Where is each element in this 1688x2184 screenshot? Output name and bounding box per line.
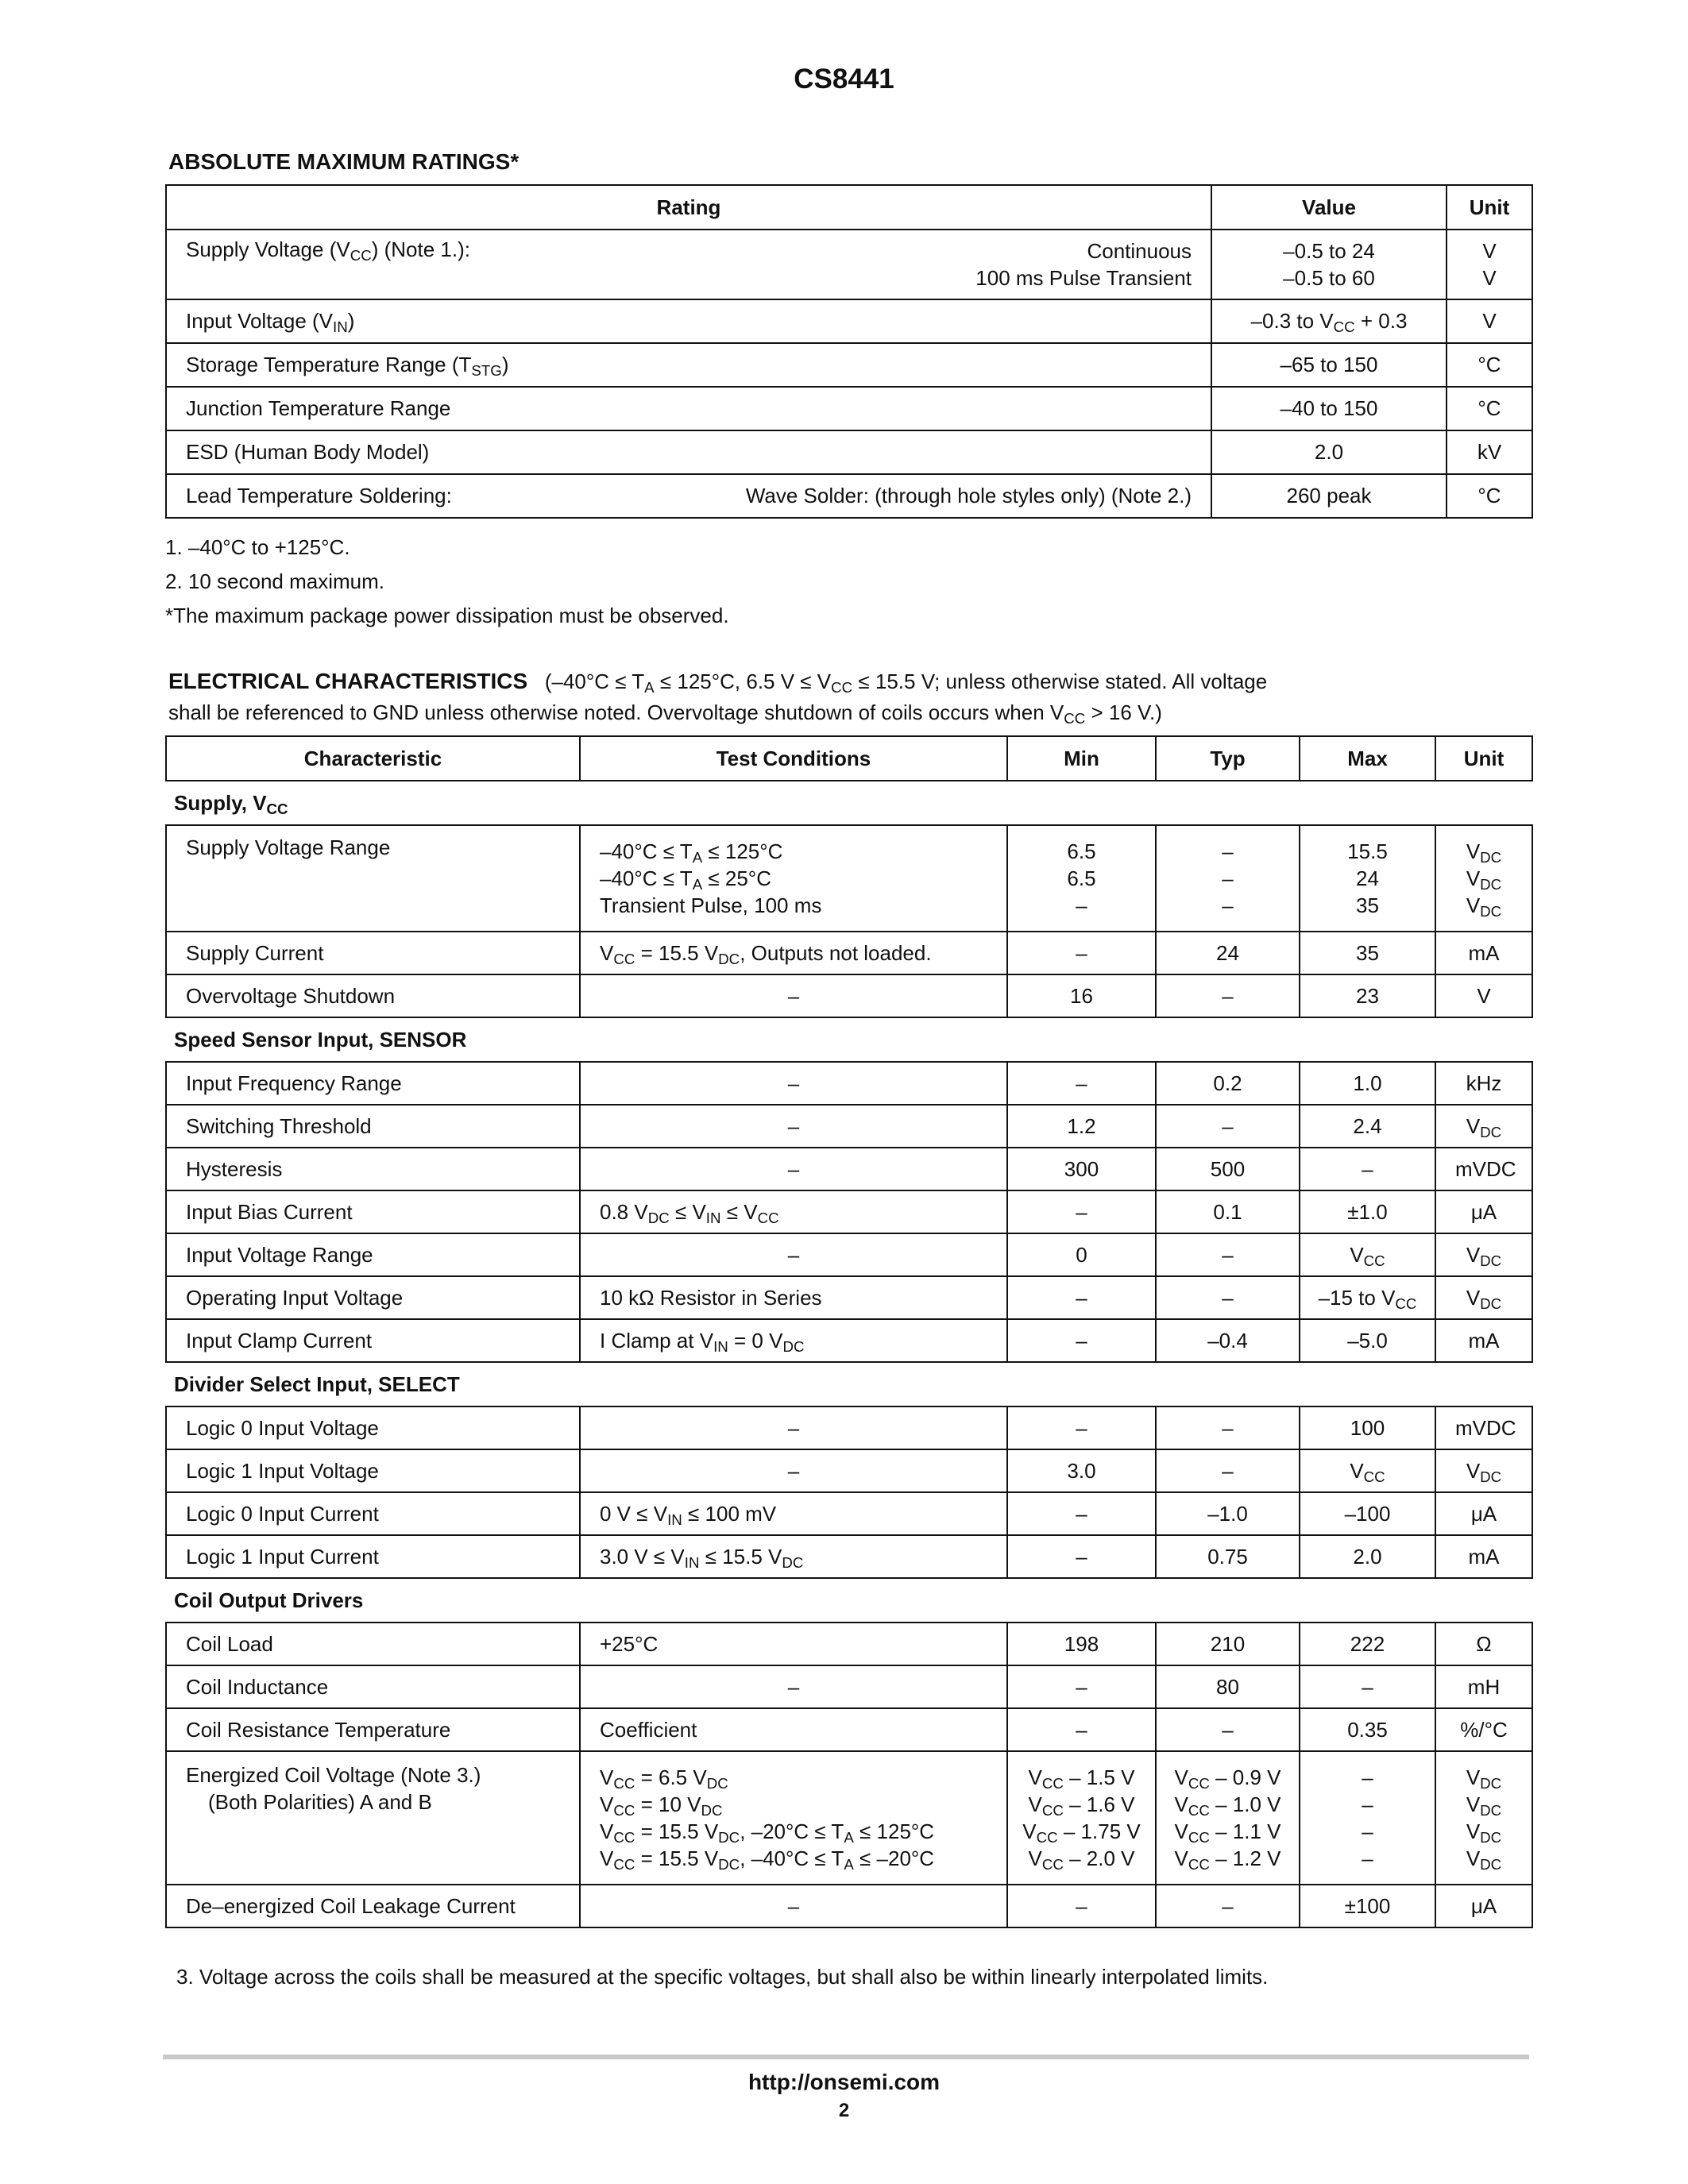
min-value: – xyxy=(1007,1406,1156,1449)
typ-value: 0.2 xyxy=(1156,1062,1300,1105)
table-row xyxy=(166,343,1532,387)
group-supply: Supply, $V_{CC}$ xyxy=(166,781,1532,825)
typ-value: – xyxy=(1156,1449,1300,1492)
col-min: Min xyxy=(1007,736,1156,781)
max-value: –15 to $V_{CC}$ xyxy=(1300,1276,1435,1319)
typ-value: – xyxy=(1156,974,1300,1017)
group-row xyxy=(166,1362,1532,1406)
cond-value: – xyxy=(580,974,1007,1017)
min-value: 3.0 xyxy=(1007,1449,1156,1492)
min-value: – xyxy=(1007,1708,1156,1751)
unit-value: $V_{DC}$ xyxy=(1466,839,1502,866)
min-value: 6.5 xyxy=(1067,839,1096,863)
min-value: 16 xyxy=(1007,974,1156,1017)
junction-label: Junction Temperature Range xyxy=(166,387,1211,430)
amr-table xyxy=(165,184,1533,519)
typ-value: – xyxy=(1222,866,1234,890)
group-row xyxy=(166,1017,1532,1062)
unit-value: $V_{DC}$ xyxy=(1435,1105,1532,1148)
unit-value: $V_{DC}$ xyxy=(1466,1819,1502,1846)
table-row xyxy=(166,387,1532,430)
table-row xyxy=(166,1062,1532,1105)
unit-value: mH xyxy=(1435,1665,1532,1708)
max-value: 222 xyxy=(1300,1623,1435,1665)
table-row xyxy=(166,1190,1532,1233)
page-title: CS8441 xyxy=(794,64,894,95)
typ-value: –0.4 xyxy=(1156,1319,1300,1362)
table-row xyxy=(166,932,1532,974)
max-value: – xyxy=(1362,1765,1373,1789)
char-name: De–energized Coil Leakage Current xyxy=(166,1885,580,1927)
table-row xyxy=(166,825,1532,932)
lead-unit: °C xyxy=(1447,474,1532,518)
char-name: Logic 0 Input Voltage xyxy=(166,1406,580,1449)
max-value: –100 xyxy=(1300,1492,1435,1535)
input-voltage-value: –0.3 to $V_{CC} + 0.3$ xyxy=(1211,299,1447,343)
max-value: – xyxy=(1362,1846,1373,1870)
max-value: $V_{CC}$ xyxy=(1300,1449,1435,1492)
table-row xyxy=(166,1623,1532,1665)
unit-value: μA xyxy=(1435,1190,1532,1233)
unit-value: %/°C xyxy=(1435,1708,1532,1751)
footer-rule xyxy=(163,2055,1529,2059)
char-name: Operating Input Voltage xyxy=(166,1276,580,1319)
ec-table xyxy=(165,735,1533,1928)
typ-value: – xyxy=(1156,1105,1300,1148)
unit-value: $V_{DC}$ xyxy=(1435,1276,1532,1319)
footer-url[interactable]: http://onsemi.com xyxy=(747,2070,941,2094)
table-row xyxy=(166,1665,1532,1708)
storage-unit: °C xyxy=(1447,343,1532,387)
cond-value: – xyxy=(580,1449,1007,1492)
cond-value: Coefficient xyxy=(580,1708,1007,1751)
col-max: Max xyxy=(1300,736,1435,781)
typ-value: $V_{CC} - 1.2$ V xyxy=(1174,1846,1281,1873)
char-name: Input Bias Current xyxy=(166,1190,580,1233)
cond-value: 3.0 $V \le V_{IN} \le 15.5$ $V_{DC}$ xyxy=(580,1535,1007,1578)
col-unit: Unit xyxy=(1447,185,1532,230)
max-value: 15.5 xyxy=(1347,839,1388,863)
table-row xyxy=(166,1105,1532,1148)
max-value: – xyxy=(1300,1665,1435,1708)
table-row xyxy=(166,1233,1532,1276)
unit-value: mA xyxy=(1435,932,1532,974)
typ-value: 24 xyxy=(1156,932,1300,974)
min-value: 1.2 xyxy=(1007,1105,1156,1148)
cond-value: $V_{CC} = 15.5$ $V_{DC}$, Outputs not loaded. xyxy=(580,932,1007,974)
max-value: 2.0 xyxy=(1300,1535,1435,1578)
supply-unit: V xyxy=(1482,266,1497,290)
supply-voltage-label: Supply Voltage $(V_{CC})$ (Note 1.): xyxy=(186,237,470,264)
ec-header-row xyxy=(166,736,1532,781)
col-unit: Unit xyxy=(1435,736,1532,781)
typ-value: $V_{CC} - 1.1$ V xyxy=(1174,1819,1281,1846)
unit-value: μA xyxy=(1435,1885,1532,1927)
col-test-conditions: Test Conditions xyxy=(580,736,1007,781)
cond-line: $V_{CC} = 6.5$ $V_{DC}$ xyxy=(600,1765,728,1792)
unit-value: $V_{DC}$ xyxy=(1435,1233,1532,1276)
lead-value: 260 peak xyxy=(1211,474,1447,518)
char-name: Overvoltage Shutdown xyxy=(166,974,580,1017)
unit-value: Ω xyxy=(1435,1623,1532,1665)
cond-line: $V_{CC} = 15.5$ $V_{DC}$, $-20^\circ C \le T_A \le 125^\circ C$ xyxy=(600,1819,935,1846)
cond-value: – xyxy=(580,1406,1007,1449)
typ-value: –1.0 xyxy=(1156,1492,1300,1535)
min-value: $V_{CC} - 1.5$ V xyxy=(1028,1765,1135,1792)
storage-label: Storage Temperature Range $(T_{STG})$ xyxy=(166,343,1211,387)
max-value: ±1.0 xyxy=(1300,1190,1435,1233)
typ-value: – xyxy=(1222,893,1234,917)
char-name: Supply Current xyxy=(166,932,580,974)
cond-line: $V_{CC} = 10$ $V_{DC}$ xyxy=(600,1792,723,1819)
table-row xyxy=(166,1449,1532,1492)
typ-value: 0.75 xyxy=(1156,1535,1300,1578)
typ-value: – xyxy=(1156,1233,1300,1276)
max-value: $V_{CC}$ xyxy=(1300,1233,1435,1276)
group-row xyxy=(166,781,1532,825)
char-name: Hysteresis xyxy=(166,1148,580,1190)
input-voltage-unit: V xyxy=(1447,299,1532,343)
supply-condition: 100 ms Pulse Transient xyxy=(975,266,1192,290)
page-number: 2 xyxy=(838,2100,850,2121)
supply-unit: V xyxy=(1482,239,1497,263)
table-row xyxy=(166,1751,1532,1885)
unit-value: mVDC xyxy=(1435,1406,1532,1449)
max-value: 0.35 xyxy=(1300,1708,1435,1751)
table-row xyxy=(166,474,1532,518)
char-name: Coil Resistance Temperature xyxy=(166,1708,580,1751)
cond-line: $-40^\circ C \le T_A \le 125^\circ C$ xyxy=(600,839,783,866)
table-row xyxy=(166,974,1532,1017)
junction-value: –40 to 150 xyxy=(1211,387,1447,430)
cond-value: +25°C xyxy=(580,1623,1007,1665)
esd-unit: kV xyxy=(1447,430,1532,474)
char-name: (Both Polarities) A and B xyxy=(208,1790,432,1814)
typ-value: – xyxy=(1222,839,1234,863)
min-value: – xyxy=(1007,1492,1156,1535)
min-value: – xyxy=(1007,1319,1156,1362)
min-value: – xyxy=(1007,932,1156,974)
typ-value: $V_{CC} - 1.0$ V xyxy=(1174,1792,1281,1819)
group-speed: Speed Sensor Input, SENSOR xyxy=(166,1017,1532,1062)
cond-value: 10 kΩ Resistor in Series xyxy=(580,1276,1007,1319)
table-row xyxy=(166,230,1532,299)
max-value: – xyxy=(1300,1148,1435,1190)
char-name: Input Clamp Current xyxy=(166,1319,580,1362)
amr-note-star: *The maximum package power dissipation must be observed. xyxy=(165,604,729,627)
ec-title: ELECTRICAL CHARACTERISTICS xyxy=(168,669,528,693)
min-value: – xyxy=(1007,1062,1156,1105)
table-row xyxy=(166,1708,1532,1751)
supply-value: –0.5 to 60 xyxy=(1283,266,1375,290)
table-row xyxy=(166,430,1532,474)
cond-value: – xyxy=(580,1062,1007,1105)
max-value: 24 xyxy=(1356,866,1379,890)
lead-label: Lead Temperature Soldering: xyxy=(186,484,452,507)
max-value: 1.0 xyxy=(1300,1062,1435,1105)
esd-value: 2.0 xyxy=(1211,430,1447,474)
min-value: – xyxy=(1007,1276,1156,1319)
cond-value: – xyxy=(580,1148,1007,1190)
max-value: 23 xyxy=(1300,974,1435,1017)
unit-value: $V_{DC}$ xyxy=(1435,1449,1532,1492)
unit-value: μA xyxy=(1435,1492,1532,1535)
char-name: Logic 1 Input Current xyxy=(166,1535,580,1578)
cond-line: $V_{CC} = 15.5$ $V_{DC}$, $-40^\circ C \le T_A \le -20^\circ C$ xyxy=(600,1846,935,1873)
typ-value: 210 xyxy=(1156,1623,1300,1665)
unit-value: mVDC xyxy=(1435,1148,1532,1190)
char-name: Input Voltage Range xyxy=(166,1233,580,1276)
group-coil: Coil Output Drivers xyxy=(166,1578,1532,1623)
col-typ: Typ xyxy=(1156,736,1300,781)
esd-label: ESD (Human Body Model) xyxy=(166,430,1211,474)
cond-value: I Clamp at $V_{IN} = 0$ $V_{DC}$ xyxy=(580,1319,1007,1362)
char-name: Coil Load xyxy=(166,1623,580,1665)
min-value: $V_{CC} - 1.75$ V xyxy=(1022,1819,1141,1846)
cond-value: – xyxy=(580,1105,1007,1148)
col-value: Value xyxy=(1211,185,1447,230)
cond-value: – xyxy=(580,1885,1007,1927)
min-value: 0 xyxy=(1007,1233,1156,1276)
ec-heading xyxy=(168,669,1267,694)
storage-value: –65 to 150 xyxy=(1211,343,1447,387)
typ-value: – xyxy=(1156,1885,1300,1927)
amr-note-1: 1. –40°C to +125°C. xyxy=(165,535,350,559)
typ-value: – xyxy=(1156,1276,1300,1319)
ec-conditions-2: shall be referenced to GND unless otherwise noted. Overvoltage shutdown of coils occurs when $V_{CC} > 16$ V.) xyxy=(168,700,1162,727)
unit-value: $V_{DC}$ xyxy=(1466,866,1502,893)
min-value: 6.5 xyxy=(1067,866,1096,890)
supply-condition: Continuous xyxy=(1087,239,1192,263)
table-row xyxy=(166,1535,1532,1578)
col-rating: Rating xyxy=(166,185,1211,230)
max-value: ±100 xyxy=(1300,1885,1435,1927)
table-row xyxy=(166,1406,1532,1449)
min-value: – xyxy=(1007,1190,1156,1233)
typ-value: – xyxy=(1156,1708,1300,1751)
char-name: Switching Threshold xyxy=(166,1105,580,1148)
table-row xyxy=(166,1885,1532,1927)
typ-value: – xyxy=(1156,1406,1300,1449)
ec-note-3: 3. Voltage across the coils shall be measured at the specific voltages, but shall also be within linearly interpolated limits. xyxy=(176,1965,1269,1989)
char-name: Logic 0 Input Current xyxy=(166,1492,580,1535)
min-value: $V_{CC} - 1.6$ V xyxy=(1028,1792,1135,1819)
min-value: $V_{CC} - 2.0$ V xyxy=(1028,1846,1135,1873)
supply-value: –0.5 to 24 xyxy=(1283,239,1375,263)
amr-title: ABSOLUTE MAXIMUM RATINGS* xyxy=(168,149,520,174)
typ-value: 0.1 xyxy=(1156,1190,1300,1233)
unit-value: mA xyxy=(1435,1535,1532,1578)
max-value: 2.4 xyxy=(1300,1105,1435,1148)
char-name: Coil Inductance xyxy=(166,1665,580,1708)
typ-value: 500 xyxy=(1156,1148,1300,1190)
max-value: –5.0 xyxy=(1300,1319,1435,1362)
max-value: – xyxy=(1362,1819,1373,1843)
cond-line: Transient Pulse, 100 ms xyxy=(600,893,822,917)
amr-note-2: 2. 10 second maximum. xyxy=(165,569,385,593)
typ-value: $V_{CC} - 0.9$ V xyxy=(1174,1765,1281,1792)
unit-value: $V_{DC}$ xyxy=(1466,1846,1502,1873)
junction-unit: °C xyxy=(1447,387,1532,430)
unit-value: V xyxy=(1435,974,1532,1017)
table-row xyxy=(166,1319,1532,1362)
char-name: Logic 1 Input Voltage xyxy=(166,1449,580,1492)
unit-value: $V_{DC}$ xyxy=(1466,1792,1502,1819)
unit-value: mA xyxy=(1435,1319,1532,1362)
char-name: Supply Voltage Range xyxy=(166,825,580,932)
min-value: – xyxy=(1076,893,1087,917)
table-row xyxy=(166,1148,1532,1190)
table-row xyxy=(166,299,1532,343)
cond-value: 0 $V \le V_{IN} \le 100$ mV xyxy=(580,1492,1007,1535)
min-value: – xyxy=(1007,1885,1156,1927)
group-row xyxy=(166,1578,1532,1623)
min-value: 198 xyxy=(1007,1623,1156,1665)
lead-condition: Wave Solder: (through hole styles only) (Note 2.) xyxy=(745,484,1192,507)
input-voltage-label: Input Voltage $(V_{IN})$ xyxy=(166,299,1211,343)
char-name: Energized Coil Voltage (Note 3.) xyxy=(186,1763,481,1787)
col-characteristic: Characteristic xyxy=(166,736,580,781)
typ-value: 80 xyxy=(1156,1665,1300,1708)
ec-conditions-1: ($-40^\circ C \le T_A \le 125^\circ C$, 6.5 $V \le V_{CC} \le 15.5$ V; unless otherwise stated. All voltage xyxy=(544,669,1268,696)
amr-header-row xyxy=(166,185,1532,230)
group-divider: Divider Select Input, SELECT xyxy=(166,1362,1532,1406)
char-name: Input Frequency Range xyxy=(166,1062,580,1105)
max-value: 100 xyxy=(1300,1406,1435,1449)
cond-value: – xyxy=(580,1665,1007,1708)
min-value: – xyxy=(1007,1535,1156,1578)
min-value: 300 xyxy=(1007,1148,1156,1190)
unit-value: kHz xyxy=(1435,1062,1532,1105)
unit-value: $V_{DC}$ xyxy=(1466,893,1502,920)
cond-line: $-40^\circ C \le T_A \le 25^\circ C$ xyxy=(600,866,771,893)
max-value: – xyxy=(1362,1792,1373,1816)
cond-value: – xyxy=(580,1233,1007,1276)
table-row xyxy=(166,1492,1532,1535)
max-value: 35 xyxy=(1300,932,1435,974)
max-value: 35 xyxy=(1356,893,1379,917)
table-row xyxy=(166,1276,1532,1319)
min-value: – xyxy=(1007,1665,1156,1708)
unit-value: $V_{DC}$ xyxy=(1466,1765,1502,1792)
cond-value: 0.8 $V_{DC} \le V_{IN} \le V_{CC}$ xyxy=(580,1190,1007,1233)
